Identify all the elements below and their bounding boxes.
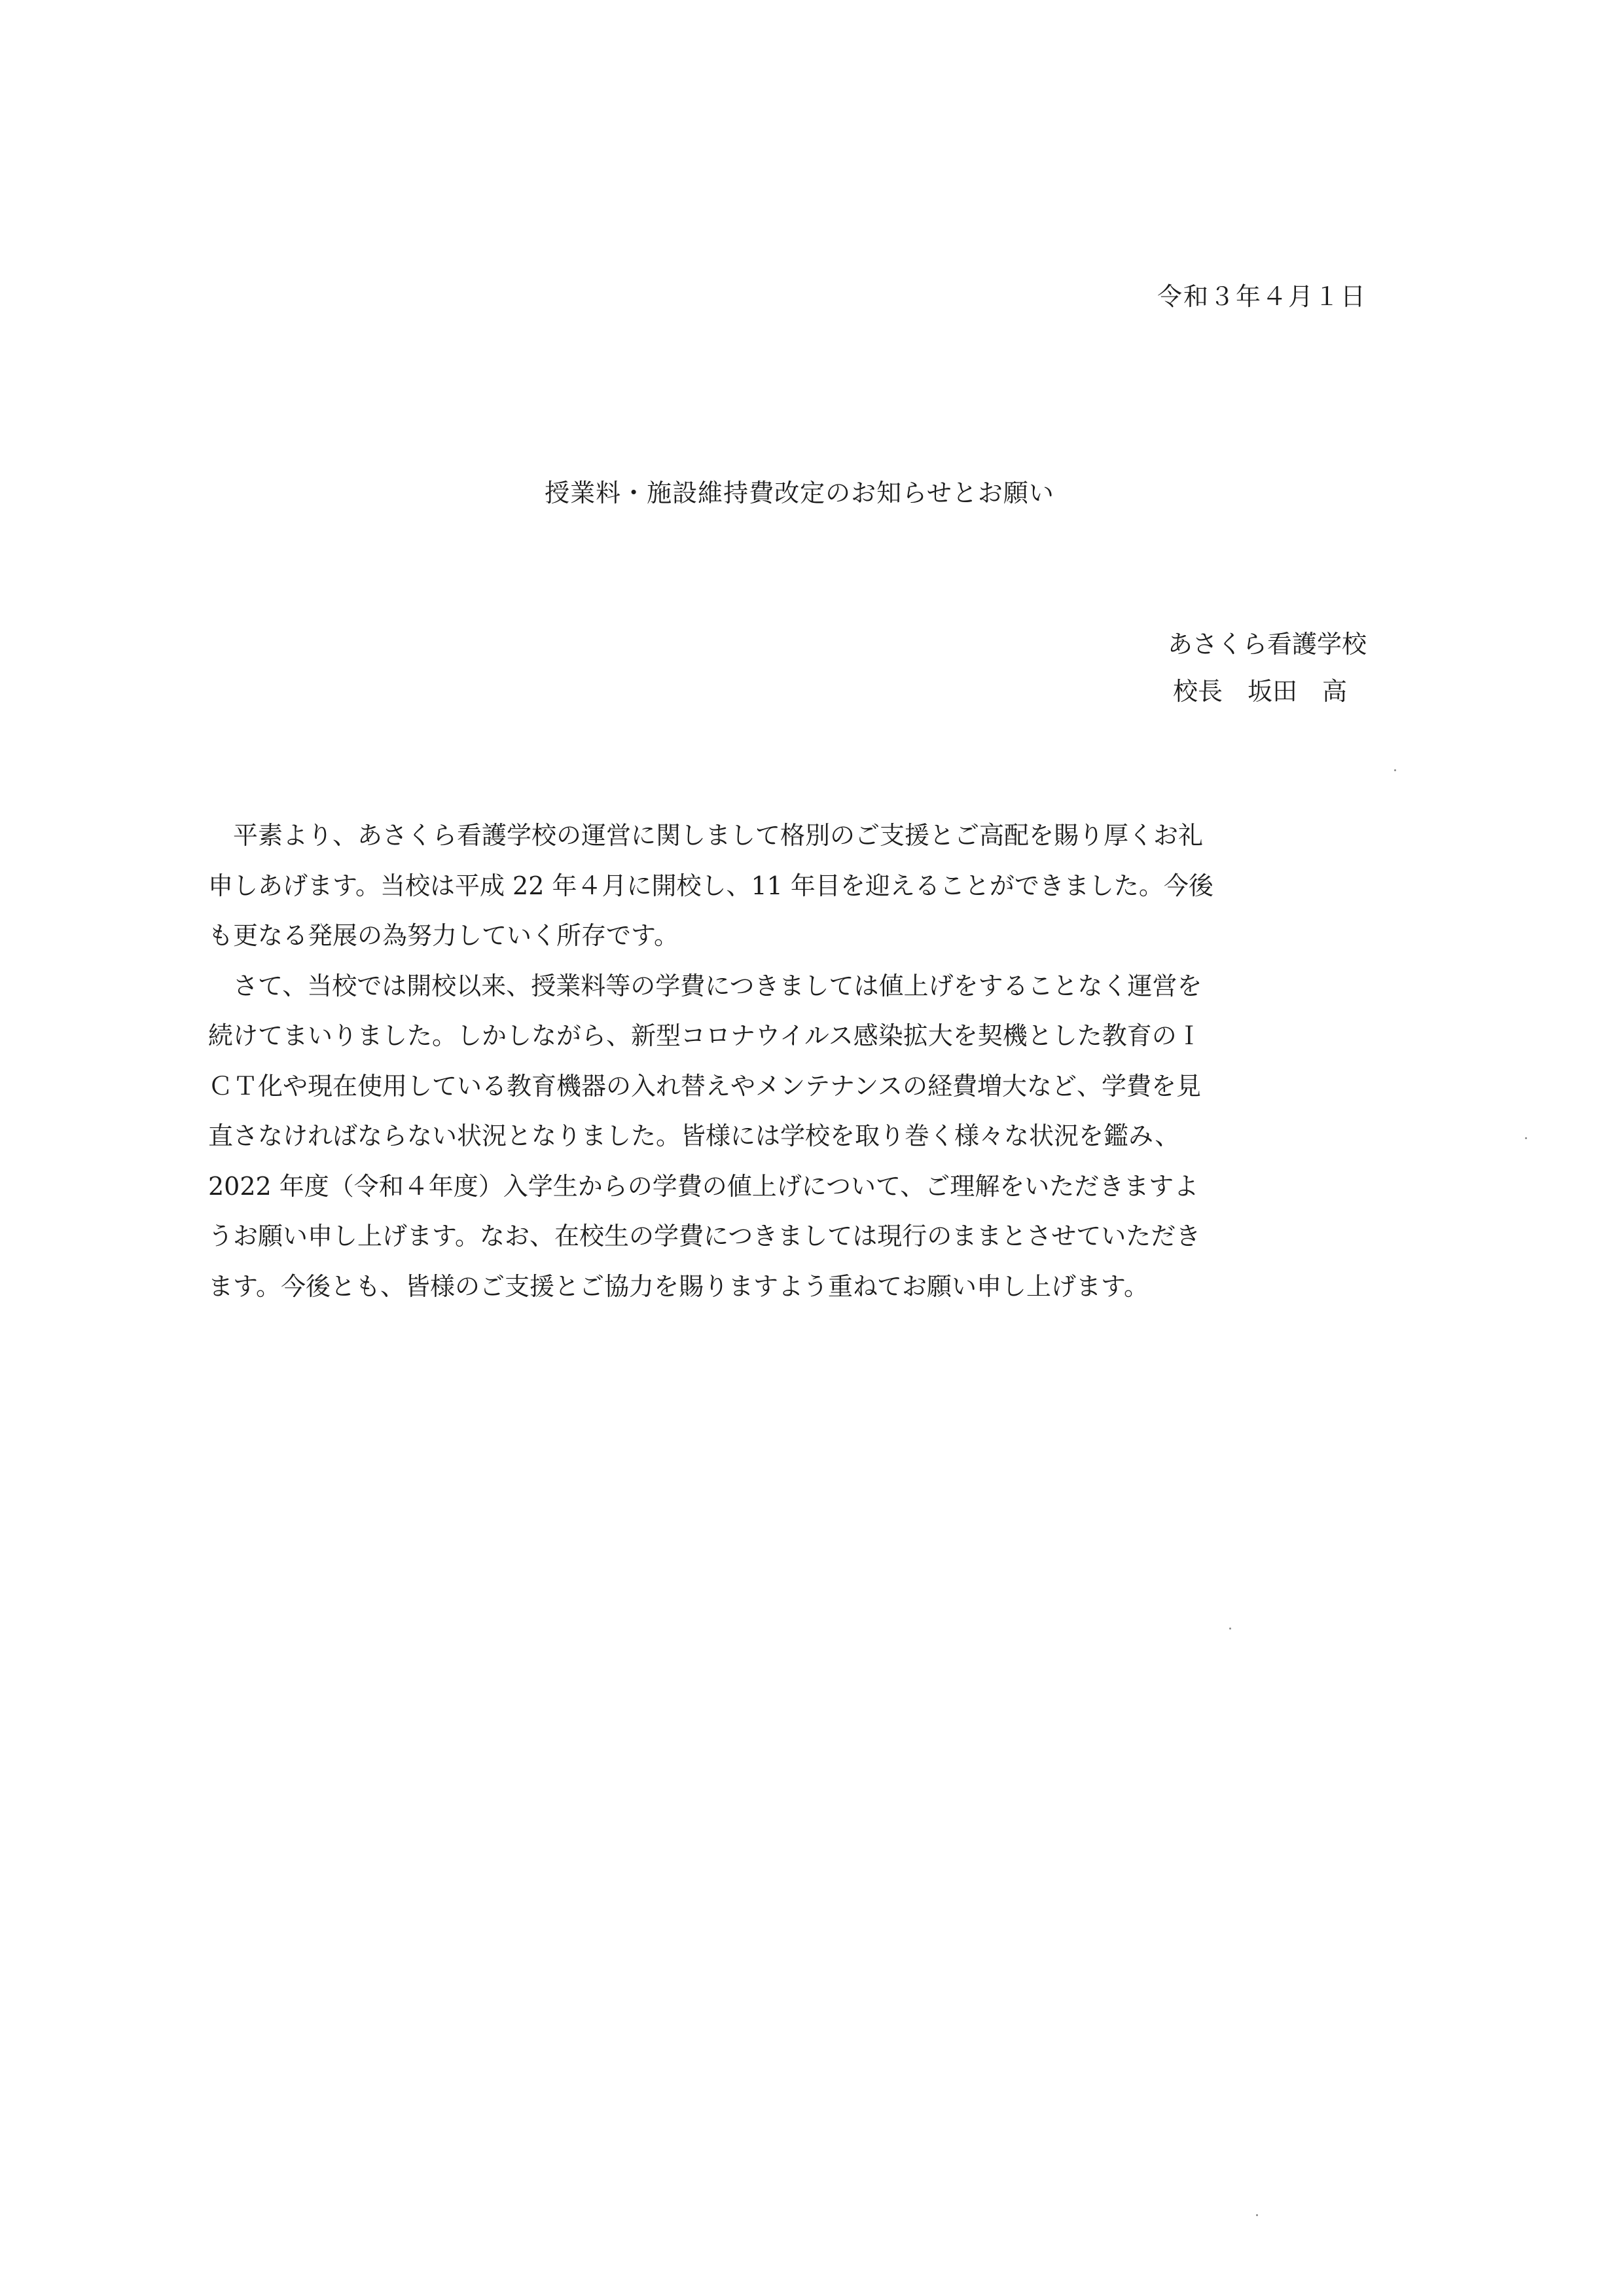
- body-line: さて、当校では開校以来、授業料等の学費につきましては値上げをすることなく運営を: [208, 971, 1202, 1000]
- body-line: 直さなければならない状況となりました。皆様には学校を取り巻く様々な状況を鑑み、: [208, 1121, 1180, 1150]
- body-line: うお願い申し上げます。なお、在校生の学費につきましては現行のままとさせていただき: [208, 1222, 1201, 1250]
- body-line: も更なる発展の為努力していく所存です。: [208, 921, 679, 950]
- body-text: [208, 811, 1393, 1311]
- scan-speck: [1256, 2214, 1258, 2216]
- scan-speck: [1394, 769, 1396, 771]
- sender-principal: 校長 坂田 高: [1172, 677, 1347, 706]
- scan-speck: [1525, 1137, 1527, 1139]
- sender-school: あさくら看護学校: [1167, 630, 1367, 659]
- body-line: 平素より、あさくら看護学校の運営に関しまして格別のご支援とご高配を賜り厚くお礼: [208, 821, 1204, 850]
- document-date: 令和３年４月１日: [1157, 282, 1367, 311]
- sender-block: [1168, 621, 1367, 715]
- body-line: ます。今後とも、皆様のご支援とご協力を賜りますよう重ねてお願い申し上げます。: [208, 1271, 1149, 1301]
- body-line: ＣＴ化や現在使用している教育機器の入れ替えやメンテナンスの経費増大など、学費を見: [208, 1071, 1201, 1101]
- document-title: 授業料・施設維持費改定のお知らせとお願い: [545, 479, 1054, 507]
- body-line: 2022 年度（令和４年度）入学生からの学費の値上げについて、ご理解をいただきますよ: [208, 1171, 1199, 1201]
- body-line: 申しあげます。当校は平成 22 年４月に開校し、11 年目を迎えることができました。今後: [208, 871, 1213, 900]
- body-line: 続けてまいりました。しかしながら、新型コロナウイルス感染拡大を契機とした教育のＩ: [208, 1021, 1202, 1050]
- scan-speck: [1229, 1628, 1231, 1630]
